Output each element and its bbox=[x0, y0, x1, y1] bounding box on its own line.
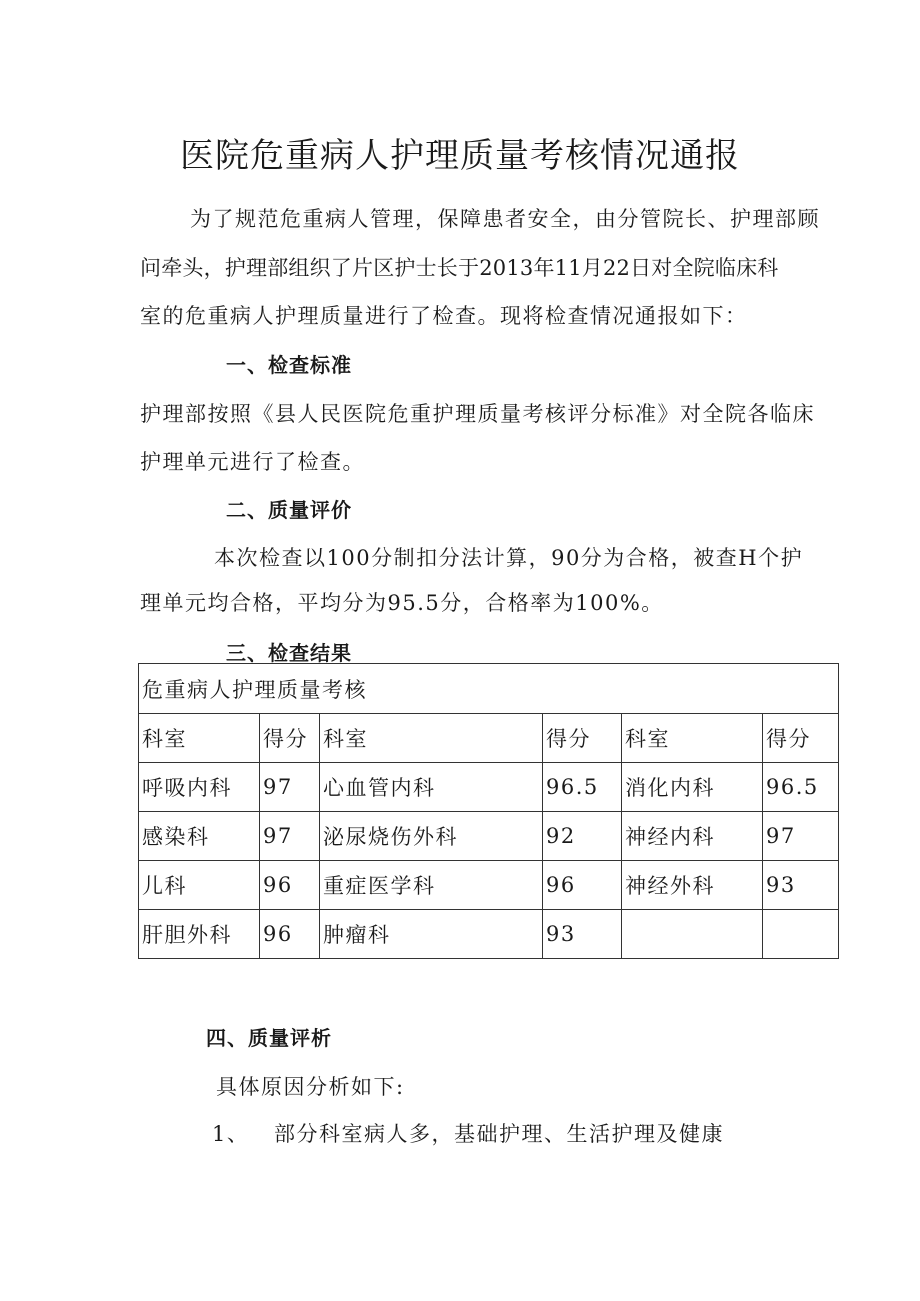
document-title: 医院危重病人护理质量考核情况通报 bbox=[180, 136, 740, 176]
score-cell: 97 bbox=[260, 763, 320, 812]
department-cell: 消化内科 bbox=[622, 763, 763, 812]
table-caption-row bbox=[139, 664, 839, 714]
score-cell: 96.5 bbox=[543, 763, 622, 812]
department-cell: 心血管内科 bbox=[320, 763, 543, 812]
standards-line-1: 护理部按照《县人民医院危重护理质量考核评分标准》对全院各临床 bbox=[140, 402, 815, 426]
analysis-item-number: 1、 bbox=[212, 1122, 250, 1146]
score-cell: 92 bbox=[543, 812, 622, 861]
department-cell: 感染科 bbox=[139, 812, 260, 861]
department-cell: 肝胆外科 bbox=[139, 910, 260, 959]
intro-line-1: 为了规范危重病人管理，保障患者安全，由分管院长、护理部顾 bbox=[190, 207, 820, 231]
analysis-item-text: 部分科室病人多，基础护理、生活护理及健康 bbox=[274, 1122, 724, 1146]
section-heading-standards: 一、检查标准 bbox=[226, 353, 352, 377]
section-heading-evaluation: 二、质量评价 bbox=[226, 498, 352, 522]
score-cell: 93 bbox=[763, 861, 839, 910]
standards-line-2: 护理单元进行了检查。 bbox=[140, 450, 365, 474]
intro-line-2: 问牵头，护理部组织了片区护士长于2013年11月22日对全院临床科 bbox=[140, 256, 779, 280]
score-cell: 96 bbox=[260, 910, 320, 959]
table-row bbox=[139, 812, 839, 861]
section-heading-analysis: 四、质量评析 bbox=[206, 1026, 332, 1050]
score-cell: 97 bbox=[260, 812, 320, 861]
table-caption: 危重病人护理质量考核 bbox=[139, 664, 839, 714]
department-cell: 呼吸内科 bbox=[139, 763, 260, 812]
column-header-score: 得分 bbox=[543, 714, 622, 763]
department-cell: 重症医学科 bbox=[320, 861, 543, 910]
results-table bbox=[138, 663, 839, 959]
department-cell: 泌尿烧伤外科 bbox=[320, 812, 543, 861]
department-cell: 神经外科 bbox=[622, 861, 763, 910]
analysis-intro: 具体原因分析如下: bbox=[216, 1075, 405, 1099]
score-cell: 97 bbox=[763, 812, 839, 861]
score-cell: 96.5 bbox=[763, 763, 839, 812]
intro-line-3: 室的危重病人护理质量进行了检查。现将检查情况通报如下： bbox=[140, 304, 748, 328]
column-header-score: 得分 bbox=[763, 714, 839, 763]
evaluation-line-2: 理单元均合格，平均分为95.5分，合格率为100%。 bbox=[140, 591, 664, 615]
table-row bbox=[139, 861, 839, 910]
table-row bbox=[139, 763, 839, 812]
column-header-score: 得分 bbox=[260, 714, 320, 763]
department-cell: 儿科 bbox=[139, 861, 260, 910]
score-cell: 96 bbox=[260, 861, 320, 910]
column-header-department: 科室 bbox=[139, 714, 260, 763]
department-cell: 神经内科 bbox=[622, 812, 763, 861]
score-cell: 93 bbox=[543, 910, 622, 959]
column-header-department: 科室 bbox=[622, 714, 763, 763]
evaluation-line-1: 本次检查以100分制扣分法计算，90分为合格，被查H个护 bbox=[214, 546, 804, 570]
score-cell bbox=[763, 910, 839, 959]
table-row bbox=[139, 910, 839, 959]
section-heading-results: 三、检查结果 bbox=[226, 641, 352, 665]
column-header-department: 科室 bbox=[320, 714, 543, 763]
table-header-row bbox=[139, 714, 839, 763]
department-cell bbox=[622, 910, 763, 959]
score-cell: 96 bbox=[543, 861, 622, 910]
department-cell: 肿瘤科 bbox=[320, 910, 543, 959]
